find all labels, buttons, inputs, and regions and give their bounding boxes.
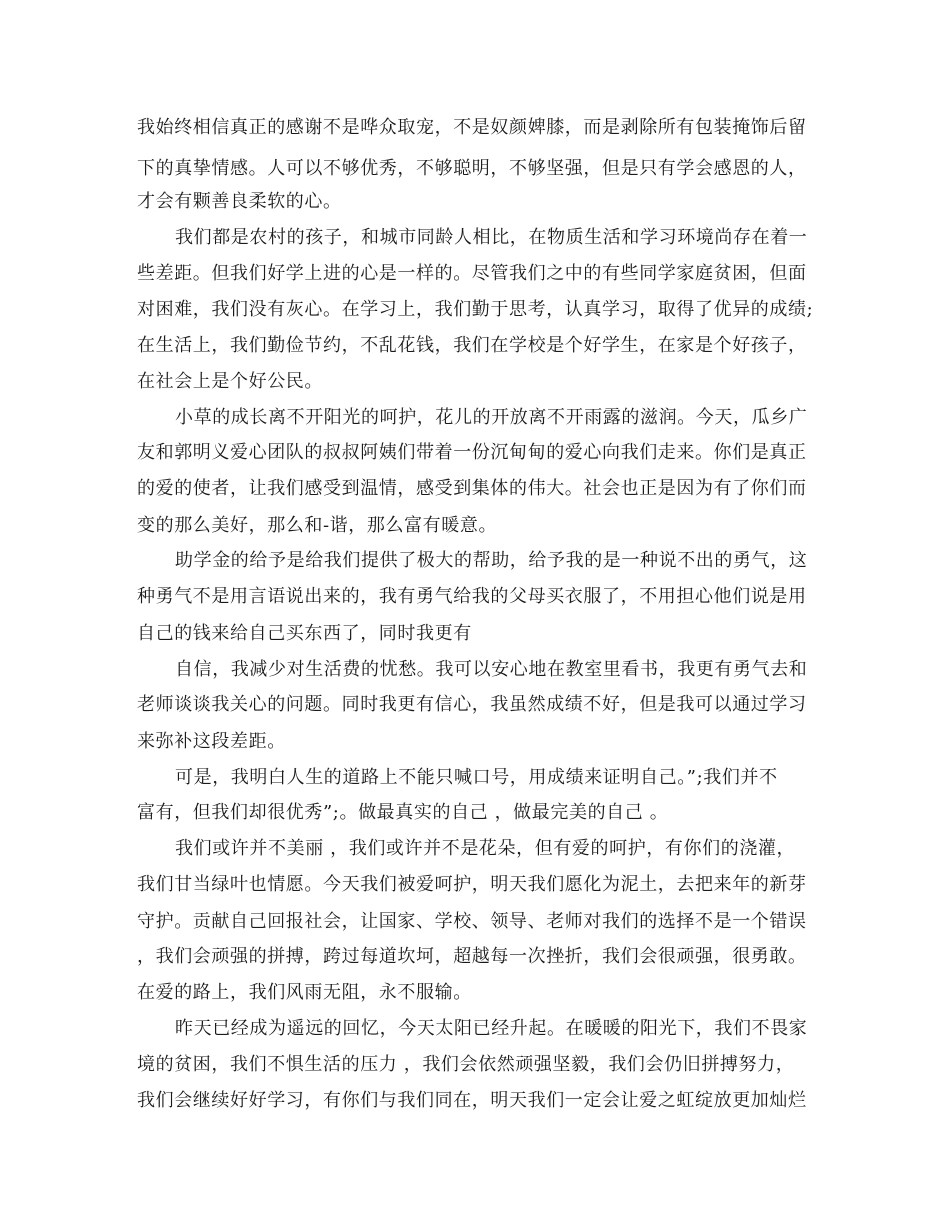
text-line: 些差距。但我们好学上进的心是一样的。尽管我们之中的有些同学家庭贫困，但面	[137, 263, 807, 284]
text-line: 友和郭明义爱心团队的叔叔阿姨们带着一份沉甸甸的爱心向我们走来。你们是真正	[137, 442, 807, 463]
text-line: 境的贫困，我们不惧生活的压力 ，我们会依然顽强坚毅，我们会仍旧拼搏努力，	[137, 1054, 795, 1075]
paragraph-first-line: 可是，我明白人生的道路上不能只喊口号，用成绩来证明自己。”;我们并不	[175, 767, 778, 788]
text-line: 我们会继续好好学习，有你们与我们同在，明天我们一定会让爱之虹绽放更加灿烂	[137, 1090, 807, 1111]
text-line: ，我们会顽强的拼搏，跨过每道坎坷，超越每一次挫折，我们会很顽强，很勇敢。	[137, 946, 807, 967]
text-line: 我们甘当绿叶也情愿。今天我们被爱呵护，明天我们愿化为泥土，去把来年的新芽	[137, 874, 807, 895]
text-line: 在社会上是个好公民。	[137, 371, 323, 392]
paragraph-first-line: 小草的成长离不开阳光的呵护，花儿的开放离不开雨露的滋润。今天，瓜乡广	[175, 407, 808, 428]
paragraph-first-line: 昨天已经成为遥远的回忆，今天太阳已经升起。在暖暖的阳光下，我们不畏家	[175, 1018, 808, 1039]
text-line: 对困难，我们没有灰心。在学习上，我们勤于思考，认真学习，取得了优异的成绩;	[137, 299, 814, 320]
text-line: 在爱的路上，我们风雨无阻，永不服输。	[137, 982, 472, 1003]
paragraph-first-line: 助学金的给予是给我们提供了极大的帮助，给予我的是一种说不出的勇气，这	[175, 550, 808, 571]
paragraph-first-line: 我们都是农村的孩子，和城市同龄人相比，在物质生活和学习环境尚存在着一	[175, 227, 808, 248]
text-line: 种勇气不是用言语说出来的，我有勇气给我的父母买衣服了，不用担心他们说是用	[137, 586, 807, 607]
paragraph-first-line: 自信，我减少对生活费的忧愁。我可以安心地在教室里看书，我更有勇气去和	[175, 659, 808, 680]
text-line: 的爱的使者，让我们感受到温情，感受到集体的伟大。社会也正是因为有了你们而	[137, 478, 807, 499]
text-line: 自己的钱来给自己买东西了，同时我更有	[137, 623, 472, 644]
paragraph-first-line: 我们或许并不美丽 ，我们或许并不是花朵，但有爱的呵护，有你们的浇灌，	[175, 838, 796, 859]
text-line: 才会有颗善良柔软的心。	[137, 191, 342, 212]
text-line: 来弥补这段差距。	[137, 731, 286, 752]
text-line: 守护。贡献自己回报社会，让国家、学校、领导、老师对我们的选择不是一个错误	[137, 911, 807, 932]
text-line: 我始终相信真正的感谢不是哗众取宠，不是奴颜婢膝，而是剥除所有包装掩饰后留	[137, 117, 807, 138]
text-line: 下的真挚情感。人可以不够优秀，不够聪明，不够坚强，但是只有学会感恩的人，	[137, 158, 807, 179]
text-line: 变的那么美好，那么和-谐，那么富有暖意。	[137, 515, 498, 536]
text-line: 老师谈谈我关心的问题。同时我更有信心，我虽然成绩不好，但是我可以通过学习	[137, 694, 807, 715]
text-line: 在生活上，我们勤俭节约，不乱花钱，我们在学校是个好学生，在家是个好孩子，	[137, 335, 807, 356]
text-line: 富有，但我们却很优秀”;。做最真实的自己 ，做最完美的自己 。	[137, 802, 669, 823]
